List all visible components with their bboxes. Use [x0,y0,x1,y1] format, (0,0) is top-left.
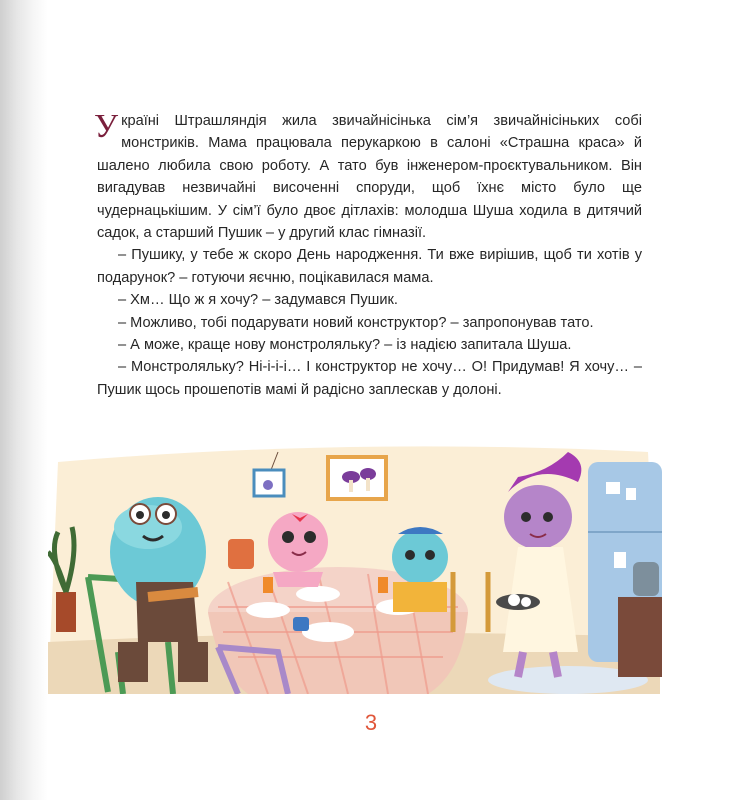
blue-cup [293,617,309,631]
juice-glass [263,577,273,593]
story-text [94,108,642,401]
dialogue-line-mom: – Пушику, у тебе ж скоро День народження. Ти вже вирішив, щоб ти хотів у подарунок? – готуючи яєчню, поцікавилася мама. [97,247,642,286]
plate [296,586,340,602]
illustration-svg [48,432,662,694]
kettle [633,562,659,596]
shusha-monster [268,512,328,587]
family-breakfast-illustration [48,432,662,694]
plate [302,622,354,642]
mushroom-picture-frame [328,457,386,499]
page-gutter-shadow [0,0,48,800]
dialogue-line-shusha: – А може, краще нову монстроляльку? – із надією запитала Шуша. [118,337,572,354]
dialogue-line-dad: – Можливо, тобі подарувати новий конструктор? – запропонував тато. [118,314,594,331]
page-number: 3 [364,710,378,735]
fried-egg [521,597,531,607]
sandwich [148,592,198,597]
fried-egg [508,594,520,606]
juice-glass [378,577,388,593]
plate [246,602,290,618]
dialogue-line-pushyk: – Хм… Що ж я хочу? – задумався Пушик. [118,292,398,309]
story-paragraph-intro [94,108,642,244]
intro-text: країні Штрашляндія жила звичайнісінька сім’я звичайнісіньких собі монстриків. Мама працювала перукаркою в салоні «Страшна краса» й шалено любила свою роботу. А тато був інженером-проєктувальником. Він вигадував незвичайні височенні споруди, щоб їхнє місто було ще чудернацькішим. У сім’ї було двоє дітлахів: молодша Шуша ходила в дитячий садок, а старший Пушик – у другий клас гімназії. [97,113,642,242]
drop-cap: У [94,108,119,145]
dad-mug [228,539,254,569]
dialogue-line-pushyk-answer: – Монстроляльку? Ні-і-і-і… І конструктор не хочу… О! Придумав! Я хочу… – Пушик щось прошепотів мамі й радісно заплескав у долоні. [97,359,642,398]
kitchen-cabinet [618,597,662,677]
